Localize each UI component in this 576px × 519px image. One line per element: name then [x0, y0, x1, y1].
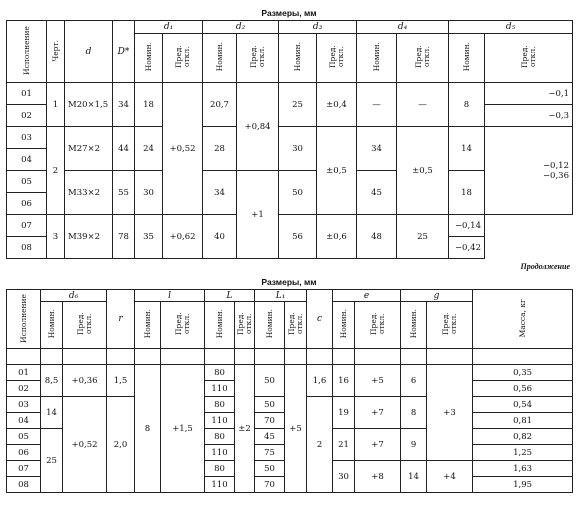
- mass-cell: 0,82: [473, 429, 573, 445]
- variant-cell: 01: [7, 365, 41, 381]
- L-nomin-cell: 110: [205, 381, 235, 397]
- l-nomin-cell: 8: [135, 365, 161, 493]
- L-dev-cell: ±2: [235, 365, 255, 493]
- L1-nomin-cell: 50: [255, 461, 285, 477]
- d1-nomin-cell: 24: [135, 127, 163, 171]
- header-d6-nomin: Номин.: [41, 302, 63, 349]
- e-dev-cell: +7: [355, 397, 401, 429]
- L-nomin-cell: 110: [205, 477, 235, 493]
- variant-cell: 08: [7, 477, 41, 493]
- d3-dev-cell: ±0,5: [317, 127, 357, 215]
- header-D: D*: [113, 21, 135, 83]
- L1-nomin-cell: 50: [255, 397, 285, 413]
- L1-nomin-cell: 70: [255, 477, 285, 493]
- d6-nomin-cell: 8,5: [41, 365, 63, 397]
- g-dev-cell: +4: [427, 461, 473, 493]
- variant-cell: 02: [7, 105, 47, 127]
- d1-nomin-cell: 30: [135, 171, 163, 215]
- table1-caption: Размеры, мм: [261, 8, 317, 18]
- d2-nomin-cell: 20,7: [203, 83, 237, 127]
- header-e-nomin: Номин.: [333, 302, 355, 349]
- header-variant: Исполнение: [7, 290, 41, 349]
- drawing-cell: 1: [47, 83, 65, 127]
- g-nomin-cell: 14: [401, 461, 427, 493]
- variant-cell: 08: [7, 237, 47, 259]
- d1-dev-cell: +0,52: [163, 83, 203, 215]
- thread-cell: M39×2: [65, 215, 113, 259]
- header-L1: L₁: [255, 290, 307, 302]
- l-dev-cell: +1,5: [161, 365, 205, 493]
- d3-nomin-cell: 30: [279, 127, 317, 171]
- d4-dev-cell: ±0,5: [397, 127, 449, 215]
- d5-dev-cell: −0,42: [449, 237, 485, 259]
- header-d6: d₆: [41, 290, 107, 302]
- dimensions-table-1: [6, 20, 573, 259]
- mass-cell: 0,56: [473, 381, 573, 397]
- header-d4-nomin: Номин.: [357, 34, 397, 83]
- thread-cell: M27×2: [65, 127, 113, 171]
- d5-dev-cell: −0,3: [485, 105, 573, 127]
- d5-nomin-cell: 8: [449, 83, 485, 127]
- variant-cell: 01: [7, 83, 47, 105]
- D-cell: 78: [113, 215, 135, 259]
- header-d4: d₄: [357, 21, 449, 34]
- header-g: g: [401, 290, 473, 302]
- header-L1-dev: Пред. откл.: [285, 302, 307, 349]
- d4-nomin-cell: —: [357, 83, 397, 127]
- D-cell: 44: [113, 127, 135, 171]
- header-l-dev: Пред. откл.: [161, 302, 205, 349]
- drawing-cell: 3: [47, 215, 65, 259]
- L-nomin-cell: 80: [205, 461, 235, 477]
- d1-nomin-cell: 35: [135, 215, 163, 259]
- L-nomin-cell: 110: [205, 413, 235, 429]
- d3-dev-cell: ±0,6: [317, 215, 357, 259]
- L1-nomin-cell: 70: [255, 413, 285, 429]
- d1-dev-cell: +0,62: [163, 215, 203, 259]
- header-g-dev: Пред. откл.: [427, 302, 473, 349]
- L-nomin-cell: 80: [205, 429, 235, 445]
- header-d4-dev: Пред. откл.: [397, 34, 449, 83]
- dimensions-table-2: [6, 289, 573, 493]
- d4-nomin-cell: 34: [357, 127, 397, 171]
- thread-cell: M20×1,5: [65, 83, 113, 127]
- variant-cell: 03: [7, 127, 47, 149]
- header-d2-nomin: Номин.: [203, 34, 237, 83]
- variant-cell: 05: [7, 171, 47, 193]
- variant-cell: 04: [7, 413, 41, 429]
- d5-dev-cell: −0,12 −0,36: [485, 127, 573, 215]
- header-d2-dev: Пред. откл.: [237, 34, 279, 83]
- standard-sheet: [6, 4, 572, 493]
- variant-cell: 06: [7, 445, 41, 461]
- D-cell: 55: [113, 171, 135, 215]
- d3-nomin-cell: 56: [279, 215, 317, 259]
- header-d: d: [65, 21, 113, 83]
- d1-nomin-cell: 18: [135, 83, 163, 127]
- variant-cell: 05: [7, 429, 41, 445]
- header-d2: d₂: [203, 21, 279, 34]
- header-d1-dev: Пред. откл.: [163, 34, 203, 83]
- header-r: r: [107, 290, 135, 349]
- r-cell: 2,0: [107, 397, 135, 493]
- d5-nomin-cell: 14: [449, 127, 485, 171]
- e-nomin-cell: 30: [333, 461, 355, 493]
- table-row: [7, 215, 573, 237]
- L-nomin-cell: 80: [205, 365, 235, 381]
- variant-cell: 03: [7, 397, 41, 413]
- e-nomin-cell: 16: [333, 365, 355, 397]
- thread-cell: M33×2: [65, 171, 113, 215]
- header-d5-dev: Пред. откл.: [485, 34, 573, 83]
- L1-nomin-cell: 75: [255, 445, 285, 461]
- variant-cell: 06: [7, 193, 47, 215]
- d4-nomin-cell: 48: [357, 215, 397, 259]
- r-cell: 1,5: [107, 365, 135, 397]
- mass-cell: 1,95: [473, 477, 573, 493]
- d2-dev-cell: +1: [237, 171, 279, 259]
- header-L1-nomin: Номин.: [255, 302, 285, 349]
- g-nomin-cell: 9: [401, 429, 427, 461]
- header-L-nomin: Номин.: [205, 302, 235, 349]
- e-nomin-cell: 19: [333, 397, 355, 429]
- g-nomin-cell: 8: [401, 397, 427, 429]
- header-l: l: [135, 290, 205, 302]
- e-dev-cell: +8: [355, 461, 401, 493]
- header-d3: d₃: [279, 21, 357, 34]
- d6-dev-cell: +0,52: [63, 397, 107, 493]
- mass-cell: 0,54: [473, 397, 573, 413]
- mass-cell: 1,63: [473, 461, 573, 477]
- d6-nomin-cell: 14: [41, 397, 63, 429]
- d4-dev-cell: —: [397, 83, 449, 127]
- header-d3-nomin: Номин.: [279, 34, 317, 83]
- header-d1: d₁: [135, 21, 203, 34]
- header-L: L: [205, 290, 255, 302]
- e-dev-cell: +5: [355, 365, 401, 397]
- table-row: [7, 365, 573, 381]
- header-g-nomin: Номин.: [401, 302, 427, 349]
- table-row: [7, 127, 573, 149]
- table2-caption: Размеры, мм: [261, 277, 317, 287]
- d2-nomin-cell: 40: [203, 215, 237, 259]
- d2-dev-cell: +0,84: [237, 83, 279, 171]
- header-d5: d₅: [449, 21, 573, 34]
- d5-nomin-cell: 18: [449, 171, 485, 215]
- header-variant: Исполнение: [7, 21, 47, 83]
- L-nomin-cell: 110: [205, 445, 235, 461]
- d2-nomin-cell: 28: [203, 127, 237, 171]
- variant-cell: 02: [7, 381, 41, 397]
- d3-dev-cell: ±0,4: [317, 83, 357, 127]
- header-e-dev: Пред. откл.: [355, 302, 401, 349]
- d3-nomin-cell: 50: [279, 171, 317, 215]
- d6-dev-cell: +0,36: [63, 365, 107, 397]
- header-L-dev: Пред. откл.: [235, 302, 255, 349]
- d4-nomin-cell: 45: [357, 171, 397, 215]
- header-drawing: Черт.: [47, 21, 65, 83]
- d3-nomin-cell: 25: [279, 83, 317, 127]
- L-nomin-cell: 80: [205, 397, 235, 413]
- c-cell: 2: [307, 397, 333, 493]
- e-nomin-cell: 21: [333, 429, 355, 461]
- L1-nomin-cell: 45: [255, 429, 285, 445]
- continuation-note: Продолжение: [520, 262, 570, 271]
- mass-cell: 0,81: [473, 413, 573, 429]
- header-d3-dev: Пред. откл.: [317, 34, 357, 83]
- header-d6-dev: Пред. откл.: [63, 302, 107, 349]
- d2-nomin-cell: 34: [203, 171, 237, 215]
- d6-nomin-cell: 25: [41, 429, 63, 493]
- variant-cell: 07: [7, 215, 47, 237]
- d5-dev-cell: −0,14: [449, 215, 485, 237]
- header-mass: Масса, кг: [473, 290, 573, 349]
- g-dev-cell: +3: [427, 365, 473, 461]
- header-e: e: [333, 290, 401, 302]
- L1-dev-cell: +5: [285, 365, 307, 493]
- header-l-nomin: Номин.: [135, 302, 161, 349]
- variant-cell: 04: [7, 149, 47, 171]
- header-d5-nomin: Номин.: [449, 34, 485, 83]
- header-c: c: [307, 290, 333, 349]
- variant-cell: 07: [7, 461, 41, 477]
- e-dev-cell: +7: [355, 429, 401, 461]
- g-nomin-cell: 6: [401, 365, 427, 397]
- d5-nomin-cell: 25: [397, 215, 449, 259]
- c-cell: 1,6: [307, 365, 333, 397]
- d5-dev-cell: −0,1: [485, 83, 573, 105]
- D-cell: 34: [113, 83, 135, 127]
- table-row: [7, 83, 573, 105]
- header-d1-nomin: Номин.: [135, 34, 163, 83]
- drawing-cell: 2: [47, 127, 65, 215]
- mass-cell: 1,25: [473, 445, 573, 461]
- L1-nomin-cell: 50: [255, 365, 285, 397]
- mass-cell: 0,35: [473, 365, 573, 381]
